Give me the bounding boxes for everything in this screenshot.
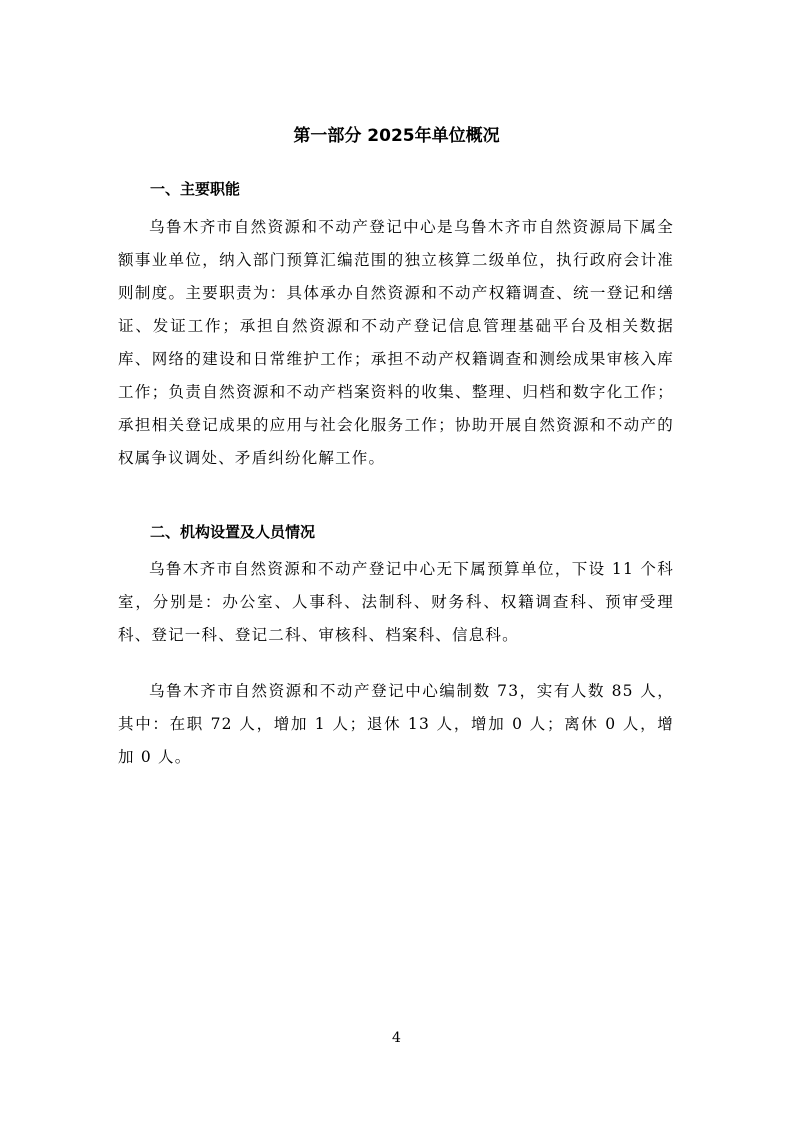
- paragraph-departments: 乌鲁木齐市自然资源和不动产登记中心无下属预算单位，下设 11 个科室，分别是：办公室、人事科、法制科、财务科、权籍调查科、预审受理科、登记一科、登记二科、审核科、档案科、信息科。: [118, 560, 674, 644]
- paragraph-staffing: 乌鲁木齐市自然资源和不动产登记中心编制数 73，实有人数 85 人，其中：在职 72 人，增加 1 人；退休 13 人，增加 0 人；离休 0 人，增加 0 人。: [118, 682, 674, 766]
- section-heading-main-functions: 一、主要职能: [150, 180, 241, 198]
- page-number: 4: [392, 1030, 401, 1046]
- paragraph-main-functions: 乌鲁木齐市自然资源和不动产登记中心是乌鲁木齐市自然资源局下属全额事业单位，纳入部门预算汇编范围的独立核算二级单位，执行政府会计准则制度。主要职责为：具体承办自然资源和不动产权籍调查、统一登记和缮证、发证工作；承担自然资源和不动产登记信息管理基础平台及相关数据库、网络的建设和日常维护工作；承担不动产权籍调查和测绘成果审核入库工作；负责自然资源和不动产档案资料的收集、整理、归档和数字化工作；承担相关登记成果的应用与社会化服务工作；协助开展自然资源和不动产的权属争议调处、矛盾纠纷化解工作。: [118, 218, 674, 467]
- page-title: 第一部分 2025年单位概况: [293, 126, 500, 146]
- section-heading-organization: 二、机构设置及人员情况: [150, 523, 316, 541]
